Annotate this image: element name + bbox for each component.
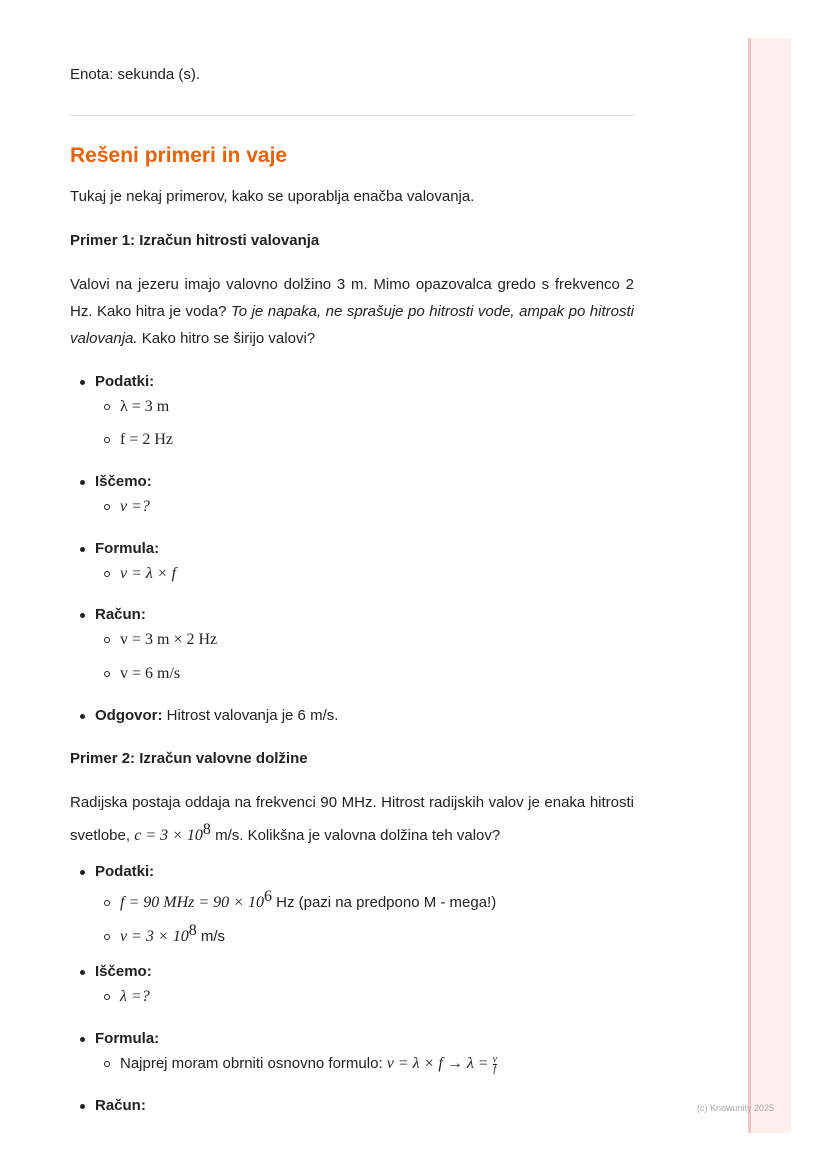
footer-copyright: (c) Knowunity 2025 [697, 1103, 775, 1113]
bullet-icon [80, 613, 85, 618]
math: f = 90 MHz = 90 × 10 [120, 894, 264, 911]
math: v = 3 × 10 [120, 928, 189, 945]
unit-line: Enota: sekunda (s). [70, 66, 201, 83]
label: Odgovor: [95, 707, 163, 724]
list-item [80, 539, 159, 559]
list-item [104, 430, 173, 450]
math: f = 2 Hz [120, 431, 174, 448]
label: Račun: [95, 1097, 146, 1114]
italic-note: To je napaka, ne sprašuje po hitrosti vode, ampak po hitrosti valovanja. [70, 303, 634, 347]
bullet-icon [80, 380, 85, 385]
text: Radijska postaja oddaja na frekvenci 90 MHz. Hitrost radijskih valov je enaka hitrosti svetlobe, [70, 794, 634, 844]
example1-text [70, 271, 634, 352]
label: Formula: [95, 1030, 160, 1047]
exponent: 8 [188, 922, 197, 939]
exponent: 6 [263, 888, 272, 905]
math: c = 3 × 10 [134, 827, 203, 844]
label: Iščemo: [95, 473, 152, 490]
example2-text [70, 789, 634, 849]
bullet-icon [80, 714, 85, 719]
math: λ = 3 m [120, 398, 170, 415]
bullet-icon [104, 934, 110, 940]
list-item [104, 987, 150, 1007]
divider [70, 115, 634, 116]
bullet-icon [80, 970, 85, 975]
text: m/s. Kolikšna je valovna dolžina teh valov? [210, 827, 501, 844]
math: λ =? [120, 988, 150, 1005]
exponent: 8 [202, 821, 211, 838]
list-item [80, 372, 154, 392]
text: m/s [196, 928, 226, 945]
bullet-icon [80, 870, 85, 875]
math: v =? [120, 498, 150, 515]
list-item [80, 962, 152, 982]
example1-title: Primer 1: Izračun hitrosti valovanja [70, 232, 320, 249]
list-item [104, 664, 180, 684]
bullet-icon [104, 637, 110, 643]
bullet-icon [104, 1061, 110, 1067]
text: Kako hitro se širijo valovi? [137, 330, 316, 347]
label: Podatki: [95, 863, 155, 880]
text: Hz (pazi na predpono M - mega!) [271, 894, 497, 911]
intro-text: Tukaj je nekaj primerov, kako se uporablja enačba valovanja. [70, 188, 475, 205]
bullet-icon [104, 404, 110, 410]
bullet-icon [104, 571, 110, 577]
denominator: f [493, 1063, 497, 1075]
list-item [80, 1029, 159, 1049]
list-item [80, 605, 146, 625]
list-item [104, 921, 225, 947]
bullet-icon [80, 480, 85, 485]
list-item [80, 706, 338, 726]
list-item [104, 397, 169, 417]
list-item [104, 564, 176, 584]
bullet-icon [80, 1104, 85, 1109]
text: Valovi na jezeru imajo valovno dolžino 3 m. Mimo opazovalca gredo s frekvenco 2 Hz. Kako hitra je voda? [70, 276, 634, 320]
answer-text: Hitrost valovanja je 6 m/s. [162, 707, 339, 724]
math: v = λ × f → λ = [386, 1055, 493, 1072]
list-item [80, 1096, 146, 1116]
numerator: v [492, 1053, 498, 1065]
bullet-icon [104, 900, 110, 906]
label: Podatki: [95, 373, 155, 390]
list-item [104, 1054, 497, 1074]
label: Formula: [95, 540, 160, 557]
label: Iščemo: [95, 963, 152, 980]
list-item [80, 862, 154, 882]
fraction [493, 1055, 497, 1074]
list-item [104, 887, 496, 913]
math: v = λ × f [120, 565, 177, 582]
math: v = 3 m × 2 Hz [120, 631, 218, 648]
bullet-icon [104, 437, 110, 443]
bullet-icon [104, 671, 110, 677]
math: v = 6 m/s [120, 665, 181, 682]
page-margin-strip [748, 38, 791, 1133]
section-title: Rešeni primeri in vaje [70, 144, 288, 167]
bullet-icon [80, 1037, 85, 1042]
list-item [80, 472, 152, 492]
bullet-icon [104, 504, 110, 510]
example2-title: Primer 2: Izračun valovne dolžine [70, 750, 308, 767]
text: Najprej moram obrniti osnovno formulo: [120, 1055, 387, 1072]
list-item [104, 497, 150, 517]
bullet-icon [80, 547, 85, 552]
list-item [104, 630, 217, 650]
bullet-icon [104, 994, 110, 1000]
label: Račun: [95, 606, 146, 623]
